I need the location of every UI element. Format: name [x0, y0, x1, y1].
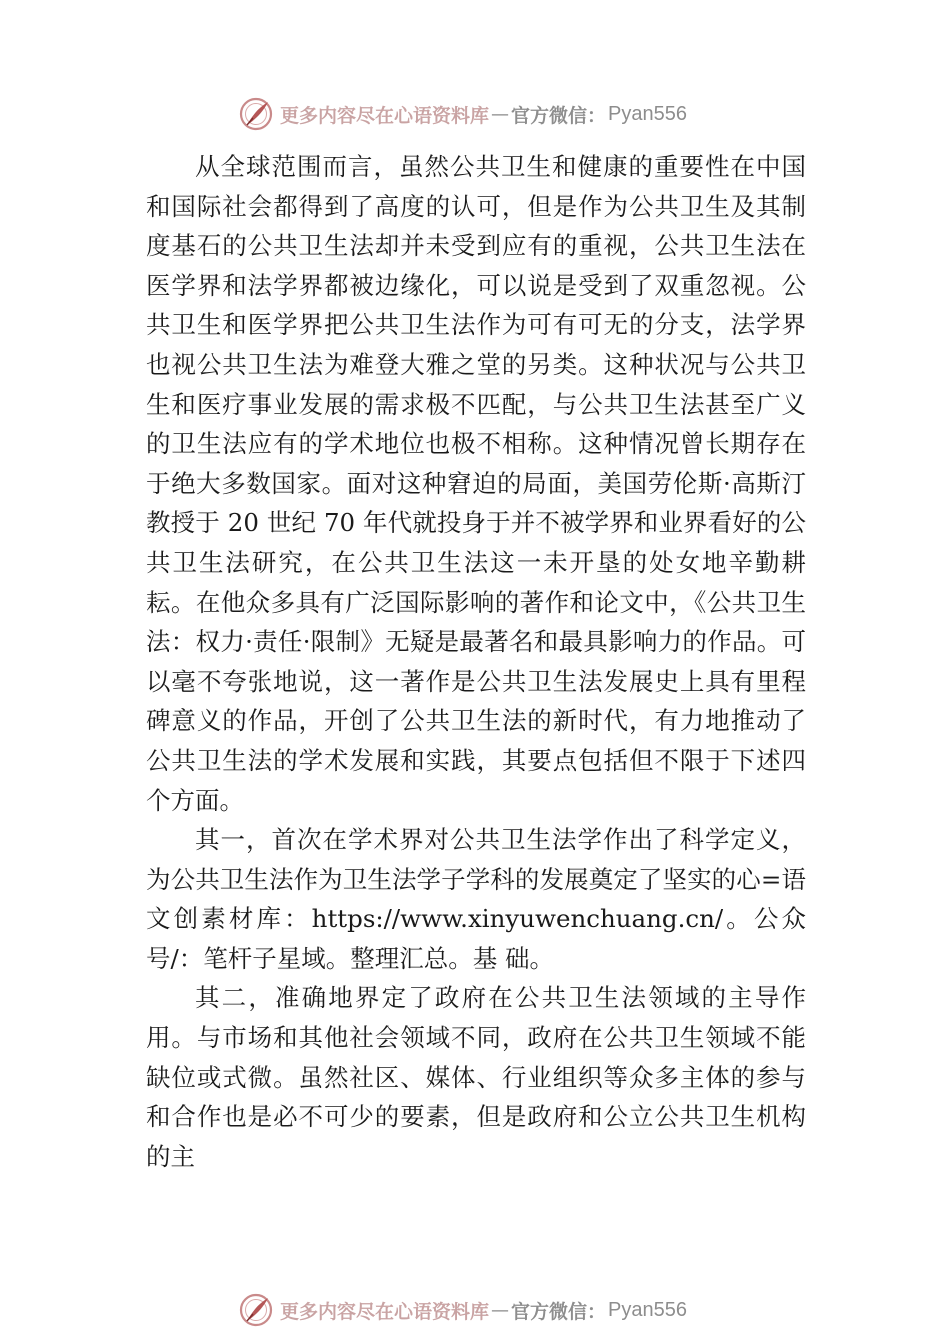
quill-logo-icon [238, 96, 274, 132]
paragraph-intro: 从全球范围而言，虽然公共卫生和健康的重要性在中国和国际社会都得到了高度的认可，但是作为公共卫生及其制度基石的公共卫生法却并未受到应有的重视，公共卫生法在医学界和法学界都被边缘化，可以说是受到了双重忽视。公共卫生和医学界把公共卫生法作为可有可无的分支，法学界也视公共卫生法为难登大雅之堂的另类。这种状况与公共卫生和医疗事业发展的需求极不匹配，与公共卫生法甚至广义的卫生法应有的学术地位也极不相称。这种情况曾长期存在于绝大多数国家。面对这种窘迫的局面，美国劳伦斯·高斯汀教授于 20 世纪 70 年代就投身于并不被学界和业界看好的公共卫生法研究，在公共卫生法这一未开垦的处女地辛勤耕耘。在他众多具有广泛国际影响的著作和论文中，《公共卫生法：权力·责任·限制》无疑是最著名和最具影响力的作品。可以毫不夸张地说，这一著作是公共卫生法发展史上具有里程碑意义的作品，开创了公共卫生法的新时代，有力地推动了公共卫生法的学术发展和实践，其要点包括但不限于下述四个方面。 [146, 152, 806, 815]
banner-wechat-id: Pyan556 [608, 102, 687, 125]
paragraph-point-two: 其二，准确地界定了政府在公共卫生法领域的主导作用。与市场和其他社会领域不同，政府在公共卫生领域不能缺位或式微。虽然社区、媒体、行业组织等众多主体的参与和合作也是必不可少的要素，但是政府和公立公共卫生机构的主 [146, 983, 806, 1171]
quill-logo-icon [238, 1292, 274, 1328]
footer-watermark-banner [238, 1290, 738, 1330]
document-body [146, 147, 806, 1176]
banner-separator: — [491, 1299, 510, 1321]
paragraph-point-one: 其一，首次在学术界对公共卫生法学作出了科学定义，为公共卫生法作为卫生法学子学科的发展奠定了坚实的心=语文创素材库：https://www.xinyuwenchuang.cn/。公众号/：笔杆子星域。整理汇总。基 础。 [146, 825, 806, 973]
banner-wechat-label: 官方微信： [511, 1300, 607, 1323]
header-watermark-banner [238, 94, 738, 134]
banner-wechat-label: 官方微信： [511, 104, 607, 127]
banner-separator: — [491, 103, 510, 125]
banner-wechat-id: Pyan556 [608, 1298, 687, 1321]
banner-site-name: 更多内容尽在心语资料库 [280, 1300, 490, 1323]
banner-site-name: 更多内容尽在心语资料库 [280, 104, 490, 127]
